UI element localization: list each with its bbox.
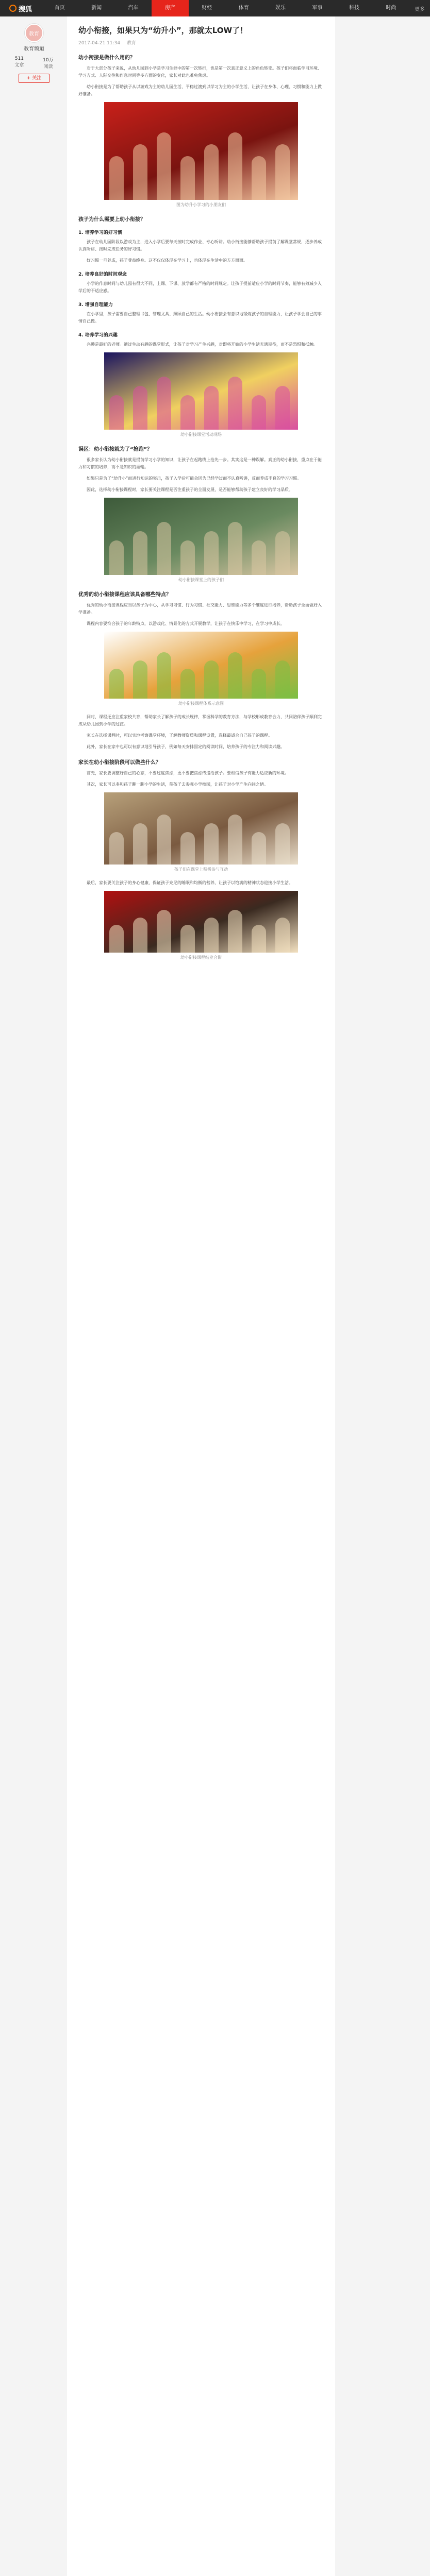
photo-figure — [157, 522, 171, 575]
paragraph: 好习惯一旦养成，孩子受益终身。这不仅仅体现在学习上，也体现在生活中的方方面面。 — [87, 258, 247, 263]
photo-figure — [204, 531, 219, 575]
sub-heading: 4. 培养学习的兴趣 — [78, 333, 118, 338]
paragraph: 很多家长认为幼小衔接就是提前学习小学的知识，让孩子在起跑线上抢先一步。其实这是一种误解。真正的幼小衔接，重点在于能力和习惯的培养，而不是知识的灌输。 — [78, 457, 322, 469]
photo-figure — [180, 156, 195, 200]
photo-figure — [228, 377, 242, 430]
article-content — [78, 53, 324, 960]
article-body — [67, 16, 335, 2576]
photo-figure — [275, 531, 290, 575]
article-photo — [104, 352, 298, 430]
photo-figure — [157, 377, 171, 430]
photo-figure — [275, 386, 290, 430]
nav-item[interactable]: 娱乐 — [275, 5, 286, 11]
author-card — [5, 24, 63, 83]
photo-figure — [109, 669, 124, 699]
paragraph: 小学的作息时间与幼儿园有很大不同，上课、下课、放学都有严格的时间规定。让孩子提前适应小学的时间节奏，能够有效减少入学后的不适应感。 — [78, 281, 322, 293]
nav-item[interactable]: 财经 — [202, 5, 212, 11]
photo-caption: 幼小衔接课堂活动现场 — [180, 432, 222, 437]
photo-figure — [157, 910, 171, 953]
paragraph: 首先，家长要调整好自己的心态，不要过度焦虑，更不要把焦虑传递给孩子。要相信孩子有能力适应新的环境。 — [87, 771, 289, 775]
photo-caption: 孩子们在课堂上积极参与互动 — [174, 867, 228, 872]
nav-item[interactable]: 军事 — [312, 5, 323, 11]
paragraph: 其次，家长可以多和孩子聊一聊小学的生活，带孩子去参观小学校园，让孩子对小学产生向往之情。 — [87, 782, 268, 787]
paragraph: 此外，家长在家中也可以有意识地引导孩子，例如每天安排固定的阅读时间，培养孩子的专注力和阅读兴趣。 — [87, 744, 285, 749]
section-heading: 误区：幼小衔接就为了“抢跑”？ — [78, 447, 153, 452]
paragraph: 同时，课程还应注重家校共育，帮助家长了解孩子的成长规律，掌握科学的教育方法，与学校形成教育合力，共同陪伴孩子顺利完成从幼儿园到小学的过渡。 — [78, 715, 322, 726]
author-stats — [5, 56, 63, 70]
photo-figure — [157, 652, 171, 699]
photo-figure — [109, 156, 124, 200]
photo-figure — [133, 823, 147, 865]
photo-figure — [180, 395, 195, 430]
photo-figure — [157, 815, 171, 865]
paragraph: 兴趣是最好的老师。通过生动有趣的课堂形式，让孩子对学习产生兴趣，对即将开始的小学生活充满期待，而不是恐惧和抵触。 — [87, 342, 318, 347]
paragraph: 在小学里，孩子需要自己整理书包、管理文具、照顾自己的生活。幼小衔接会有意识地锻炼孩子的自理能力，让孩子学会自己的事情自己做。 — [78, 312, 322, 324]
paragraph: 课程内容要符合孩子的年龄特点，以游戏化、情景化的方式开展教学，让孩子在快乐中学习，在学习中成长。 — [87, 621, 285, 626]
sub-heading: 2. 培养良好的时间观念 — [78, 272, 127, 277]
photo-figure — [133, 531, 147, 575]
article-source[interactable]: 教育 — [126, 41, 136, 46]
photo-figure — [133, 918, 147, 953]
photo-figure — [109, 540, 124, 575]
photo-figure — [275, 918, 290, 953]
photo-figure — [133, 660, 147, 699]
photo-figure — [204, 144, 219, 200]
photo-figure — [204, 918, 219, 953]
follow-button[interactable]: + 关注 — [19, 74, 49, 83]
nav-item[interactable]: 首页 — [54, 5, 65, 11]
section-heading: 优秀的幼小衔接课程应该具备哪些特点？ — [78, 592, 171, 598]
nav-item[interactable]: 科技 — [349, 5, 359, 11]
photo-caption: 图为幼升小学习的小朋友们 — [176, 202, 226, 207]
photo-figure — [228, 522, 242, 575]
photo-figure — [252, 395, 266, 430]
left-sidebar — [0, 16, 65, 2576]
article-meta — [78, 39, 324, 46]
photo-figure — [275, 660, 290, 699]
photo-figure — [204, 386, 219, 430]
stat-articles: 511 文章 — [14, 56, 24, 68]
photo-figure — [180, 925, 195, 953]
photo-figure — [275, 823, 290, 865]
photo-figure — [180, 669, 195, 699]
photo-figure — [252, 540, 266, 575]
nav-item[interactable]: 时尚 — [386, 5, 396, 11]
photo-figure — [252, 156, 266, 200]
right-sidebar — [335, 16, 428, 2576]
photo-caption: 幼小衔接课程结业合影 — [180, 955, 222, 960]
paragraph: 最后，家长要关注孩子的身心健康，保证孩子充足的睡眠和均衡的营养，让孩子以饱满的精神状态迎接小学生活。 — [87, 880, 293, 885]
photo-figure — [228, 815, 242, 865]
photo-figure — [228, 910, 242, 953]
site-logo[interactable]: 搜狐 — [0, 0, 41, 16]
photo-figure — [228, 132, 242, 200]
section-heading: 家长在幼小衔接阶段可以做些什么？ — [78, 760, 161, 766]
channel-nav — [41, 0, 409, 16]
photo-figure — [275, 144, 290, 200]
top-navigation-bar — [0, 0, 430, 16]
photo-figure — [252, 925, 266, 953]
section-heading: 孩子为什么需要上幼小衔接？ — [78, 217, 145, 223]
nav-item[interactable]: 体育 — [238, 5, 249, 11]
photo-figure — [180, 832, 195, 865]
stat-reads: 10万 阅读 — [43, 58, 54, 70]
article-photo — [104, 102, 298, 200]
more-channels-button[interactable]: 更多 — [415, 6, 425, 12]
nav-item[interactable]: 新闻 — [91, 5, 102, 11]
sub-heading: 1. 培养学习的好习惯 — [78, 230, 122, 235]
photo-caption: 幼小衔接课堂上的孩子们 — [178, 578, 224, 582]
photo-figure — [109, 395, 124, 430]
author-name[interactable]: 教育频道 — [24, 46, 44, 52]
article-photo — [104, 792, 298, 865]
photo-caption: 幼小衔接课程体系示意图 — [178, 701, 224, 706]
photo-figure — [252, 669, 266, 699]
section-heading: 幼小衔接是做什么用的？ — [78, 55, 135, 61]
photo-figure — [180, 540, 195, 575]
nav-item[interactable]: 汽车 — [128, 5, 139, 11]
photo-figure — [204, 823, 219, 865]
photo-figure — [109, 832, 124, 865]
paragraph: 家长在选择课程时，可以实地考察课堂环境，了解教师资质和课程设置，选择最适合自己孩子的课程。 — [87, 733, 272, 738]
article-photo — [104, 498, 298, 575]
photo-figure — [204, 660, 219, 699]
article-title: 幼小衔接，如果只为“幼升小”，那就太LOW了！ — [78, 26, 248, 35]
photo-figure — [109, 925, 124, 953]
paragraph: 对于大部分孩子来说，从幼儿园到小学是学习生涯中的第一次转折，也是第一次真正意义上的角色转变。孩子们将面临学习环境、学习方式、人际交往和作息时间等多方面的变化，家长对此也难免焦虑。 — [78, 66, 322, 78]
article-photo — [104, 632, 298, 699]
article-photo — [104, 891, 298, 953]
paragraph: 如果只是为了“幼升小”而进行知识的突击，孩子入学后可能会因为已经学过而不认真听讲，反而养成不良的学习习惯。 — [87, 476, 302, 481]
paragraph: 幼小衔接是为了帮助孩子从以游戏为主的幼儿园生活，平稳过渡到以学习为主的小学生活，让孩子在身体、心理、习惯和能力上做好准备。 — [78, 84, 322, 96]
avatar[interactable]: 教育 — [25, 24, 43, 42]
photo-figure — [228, 652, 242, 699]
logo-icon — [9, 5, 16, 12]
photo-figure — [252, 832, 266, 865]
paragraph: 优秀的幼小衔接课程应当以孩子为中心，从学习习惯、行为习惯、社交能力、思维能力等多个维度进行培养，帮助孩子全面做好入学准备。 — [78, 603, 322, 615]
sub-heading: 3. 增强自理能力 — [78, 302, 113, 308]
paragraph: 孩子在幼儿园阶段以游戏为主，进入小学后要每天按时完成作业、专心听讲。幼小衔接能够帮助孩子提前了解课堂常规，逐步养成认真听讲、按时完成任务的好习惯。 — [78, 240, 322, 251]
photo-figure — [133, 144, 147, 200]
paragraph: 因此，选择幼小衔接课程时，家长要关注课程是否注重孩子的全面发展，是否能够帮助孩子建立良好的学习品质。 — [87, 487, 293, 492]
publish-time: 2017-04-21 11:34 — [78, 41, 121, 46]
photo-figure — [157, 132, 171, 200]
nav-item[interactable]: 房产 — [152, 0, 188, 16]
photo-figure — [133, 386, 147, 430]
